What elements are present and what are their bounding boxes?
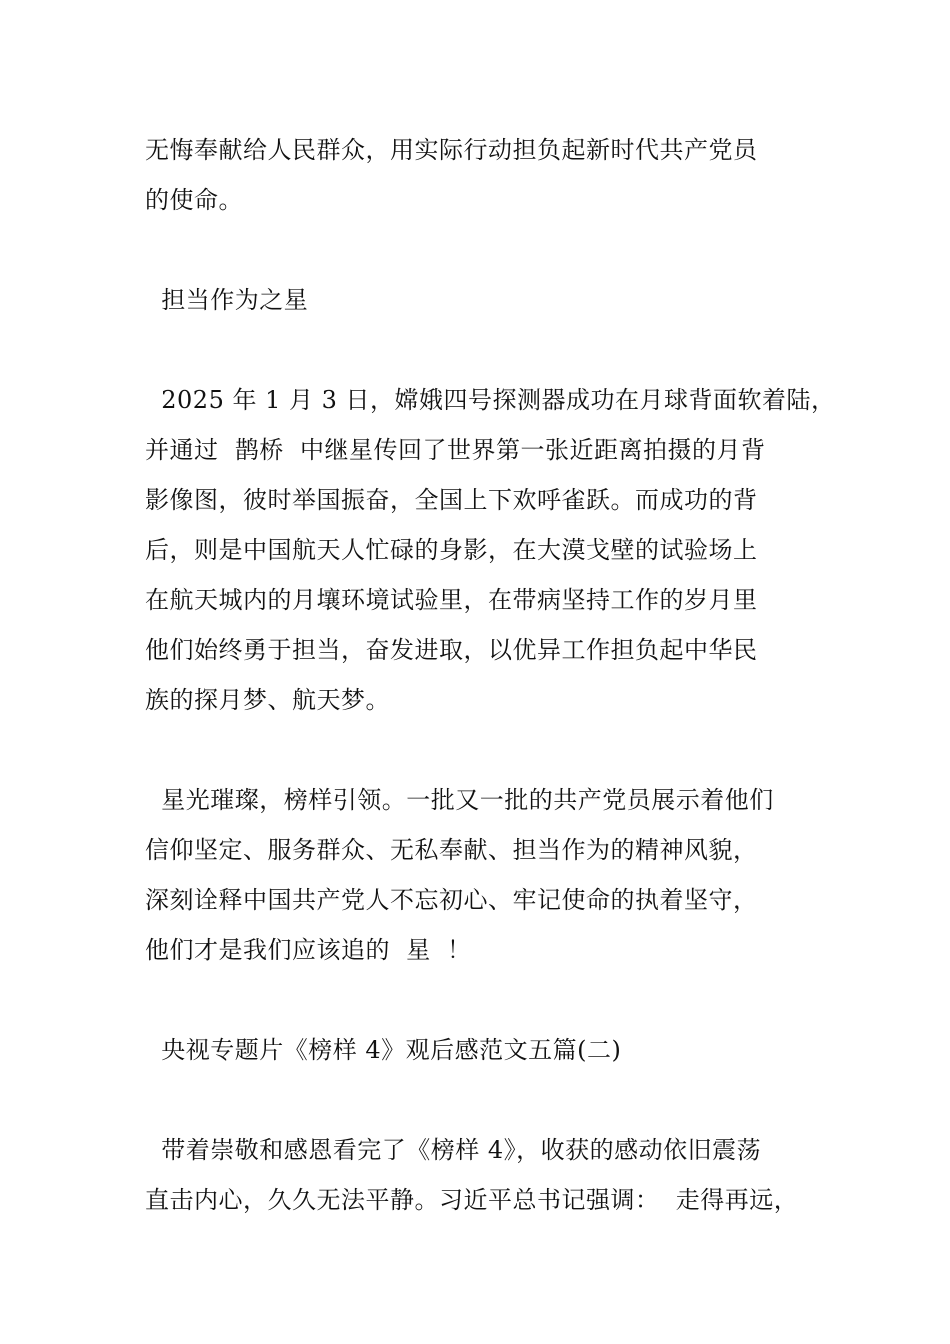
text-line: 在航天城内的月壤环境试验里，在带病坚持工作的岁月里	[145, 586, 758, 614]
text-line: 无悔奉献给人民群众，用实际行动担负起新时代共产党员	[145, 136, 758, 164]
text-line: 直击内心，久久无法平静。习近平总书记强调： 走得再远，	[145, 1186, 799, 1214]
article-title: 央视专题片《榜样 4》观后感范文五篇(二)	[145, 1036, 622, 1064]
section-heading: 担当作为之星	[145, 286, 309, 314]
text-line: 后，则是中国航天人忙碌的身影，在大漠戈壁的试验场上	[145, 536, 758, 564]
text-line: 并通过 鹊桥 中继星传回了世界第一张近距离拍摄的月背	[145, 436, 766, 464]
text-line: 他们才是我们应该追的 星 ！	[145, 936, 472, 964]
text-line: 星光璀璨，榜样引领。一批又一批的共产党员展示着他们	[145, 786, 774, 814]
text-line: 族的探月梦、航天梦。	[145, 686, 390, 714]
text-line: 他们始终勇于担当，奋发进取，以优异工作担负起中华民	[145, 636, 758, 664]
text-line: 深刻诠释中国共产党人不忘初心、牢记使命的执着坚守，	[145, 886, 758, 914]
text-line: 的使命。	[145, 186, 243, 214]
text-line: 信仰坚定、服务群众、无私奉献、担当作为的精神风貌，	[145, 836, 758, 864]
text-line: 影像图，彼时举国振奋，全国上下欢呼雀跃。而成功的背	[145, 486, 758, 514]
text-line: 带着崇敬和感恩看完了《榜样 4》，收获的感动依旧震荡	[145, 1136, 762, 1164]
text-line: 2025 年 1 月 3 日，嫦娥四号探测器成功在月球背面软着陆，	[145, 386, 836, 414]
